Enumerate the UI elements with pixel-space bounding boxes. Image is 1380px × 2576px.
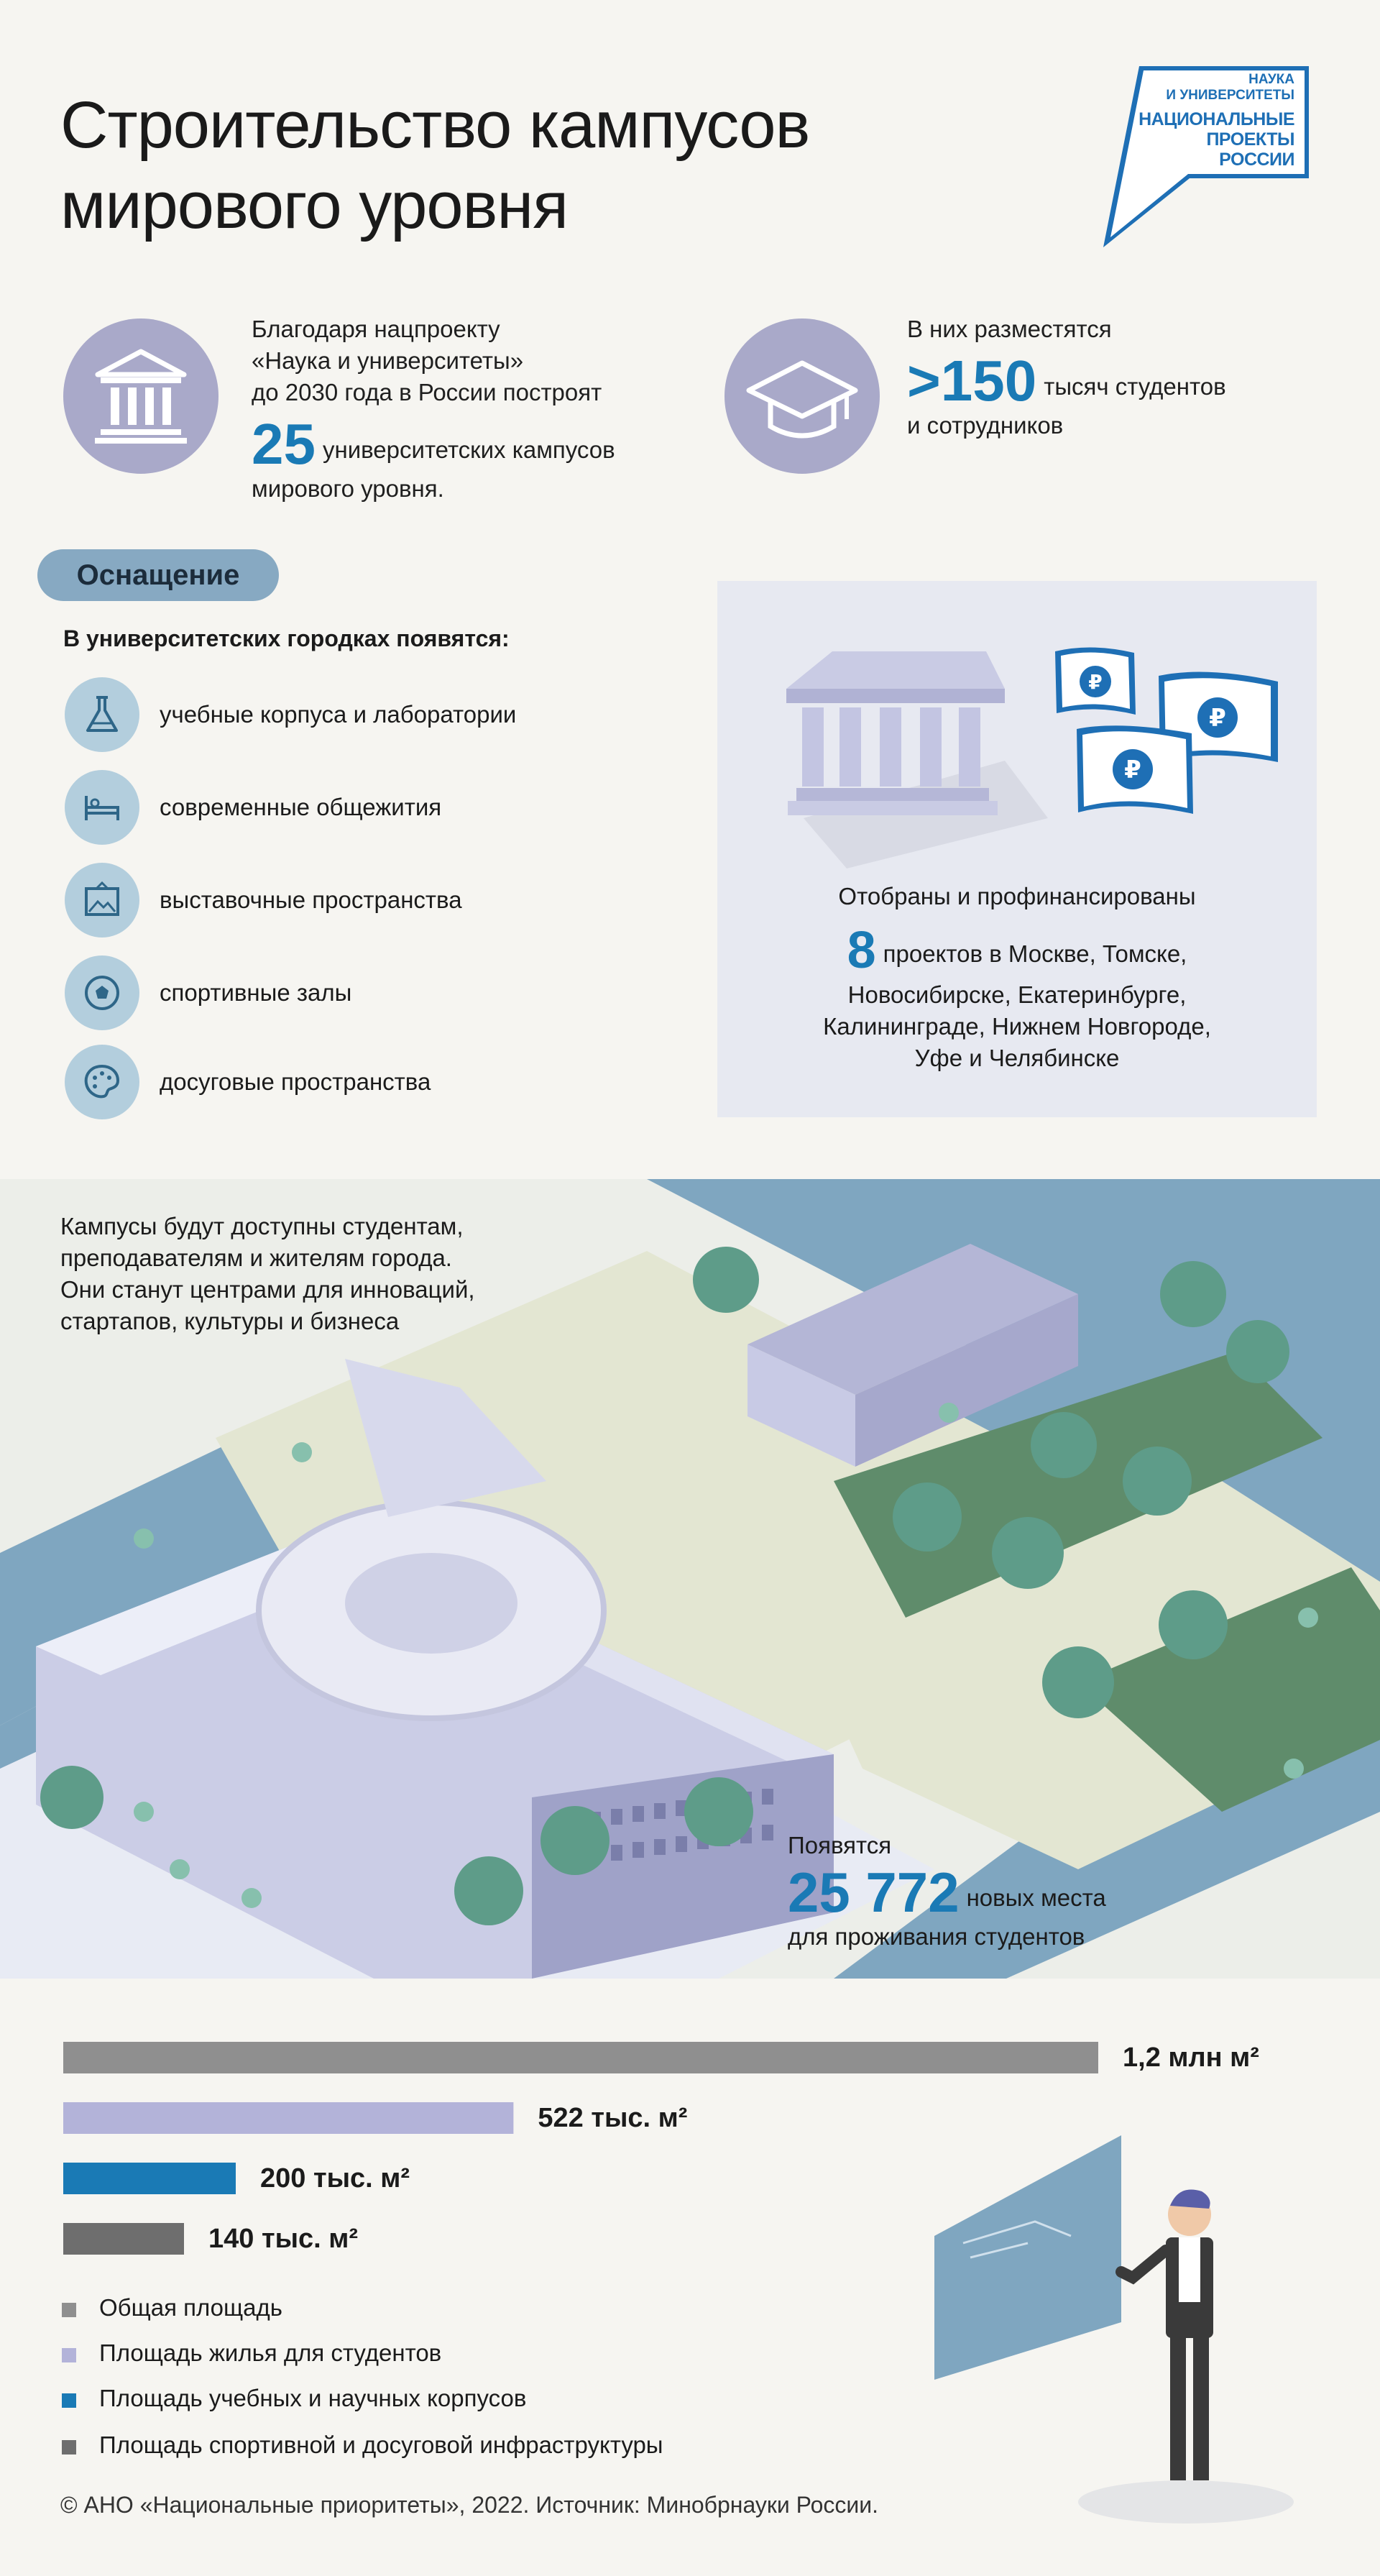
graduation-cap-icon bbox=[724, 318, 880, 474]
campus-number: 25 bbox=[252, 412, 316, 476]
footer-source: © АНО «Национальные приоритеты», 2022. Источник: Минобрнауки России. bbox=[60, 2492, 879, 2518]
students-number: >150 bbox=[907, 349, 1037, 413]
places-heading: Появятся bbox=[788, 1832, 892, 1858]
bar-0 bbox=[63, 2042, 1098, 2073]
campus-stat: Благодаря нацпроекту «Наука и университеты» до 2030 года в России построят 25 университетских кампусов мирового уровня. bbox=[252, 316, 615, 502]
national-projects-logo bbox=[1096, 63, 1312, 250]
bar-3 bbox=[63, 2223, 184, 2255]
legend-swatch bbox=[62, 2440, 76, 2454]
bar-label-3: 140 тыс. м² bbox=[208, 2224, 359, 2254]
logo-large-text: НАЦИОНАЛЬНЫЕ ПРОЕКТЫ РОССИИ bbox=[1138, 109, 1294, 170]
equipment-item-leisure: досуговые пространства bbox=[65, 1045, 568, 1119]
presenter-illustration bbox=[934, 2135, 1294, 2524]
equipment-item-sports: спортивные залы bbox=[65, 955, 568, 1030]
funding-illustration bbox=[717, 581, 1317, 868]
equipment-pill: Оснащение bbox=[37, 549, 279, 601]
title-line-2: мирового уровня bbox=[60, 169, 569, 242]
illustration-caption: Кампусы будут доступны студентам, преподавателям и жителям города. Они станут центрами для инноваций, стартапов, культуры и бизнеса bbox=[60, 1213, 475, 1334]
ruble-flag-icon bbox=[1077, 725, 1193, 814]
title-line-1: Строительство кампусов bbox=[60, 88, 810, 162]
students-stat: В них разместятся >150 тысяч студентов и сотрудников bbox=[907, 316, 1226, 439]
svg-text:₽: ₽ bbox=[1124, 756, 1141, 784]
flask-icon bbox=[65, 677, 139, 752]
legend-swatch bbox=[62, 2393, 76, 2408]
funding-body: 8 проектов в Москве, Томске, Новосибирске, Екатеринбурге, Калининграде, Нижнем Новгороде, Уфе и Челябинске bbox=[823, 922, 1211, 1071]
equipment-item-labs: учебные корпуса и лаборатории bbox=[65, 677, 568, 752]
places-number: 25 772 bbox=[788, 1861, 960, 1924]
palette-icon bbox=[65, 1045, 139, 1119]
funding-heading: Отобраны и профинансированы bbox=[838, 883, 1196, 909]
funding-number: 8 bbox=[847, 922, 876, 979]
bar-label-2: 200 тыс. м² bbox=[260, 2163, 410, 2194]
equipment-item-exhibitions: выставочные пространства bbox=[65, 863, 568, 938]
ruble-flag-icon bbox=[1055, 647, 1136, 715]
logo-small-text: НАУКА И УНИВЕРСИТЕТЫ bbox=[1166, 72, 1294, 103]
ball-icon bbox=[65, 955, 139, 1030]
bed-icon bbox=[65, 770, 139, 845]
svg-text:₽: ₽ bbox=[1088, 670, 1103, 694]
svg-text:₽: ₽ bbox=[1209, 704, 1226, 733]
equipment-subtitle: В университетских городках появятся: bbox=[63, 625, 510, 651]
page-title bbox=[60, 85, 809, 246]
bar-label-1: 522 тыс. м² bbox=[538, 2103, 688, 2133]
bar-2 bbox=[63, 2163, 236, 2194]
area-bar-chart bbox=[0, 2006, 1380, 2552]
university-icon-circle bbox=[63, 318, 218, 474]
funding-panel bbox=[717, 581, 1317, 1117]
legend-swatch bbox=[62, 2303, 76, 2317]
places-stat: 25 772 новых места для проживания студентов bbox=[788, 1861, 1106, 1950]
bar-label-0: 1,2 млн м² bbox=[1123, 2043, 1259, 2073]
picture-icon bbox=[65, 863, 139, 938]
legend-swatch bbox=[62, 2348, 76, 2362]
bar-1 bbox=[63, 2102, 513, 2134]
graduation-icon-circle bbox=[724, 318, 880, 474]
university-icon bbox=[63, 318, 218, 474]
equipment-item-dorms: современные общежития bbox=[65, 770, 568, 845]
